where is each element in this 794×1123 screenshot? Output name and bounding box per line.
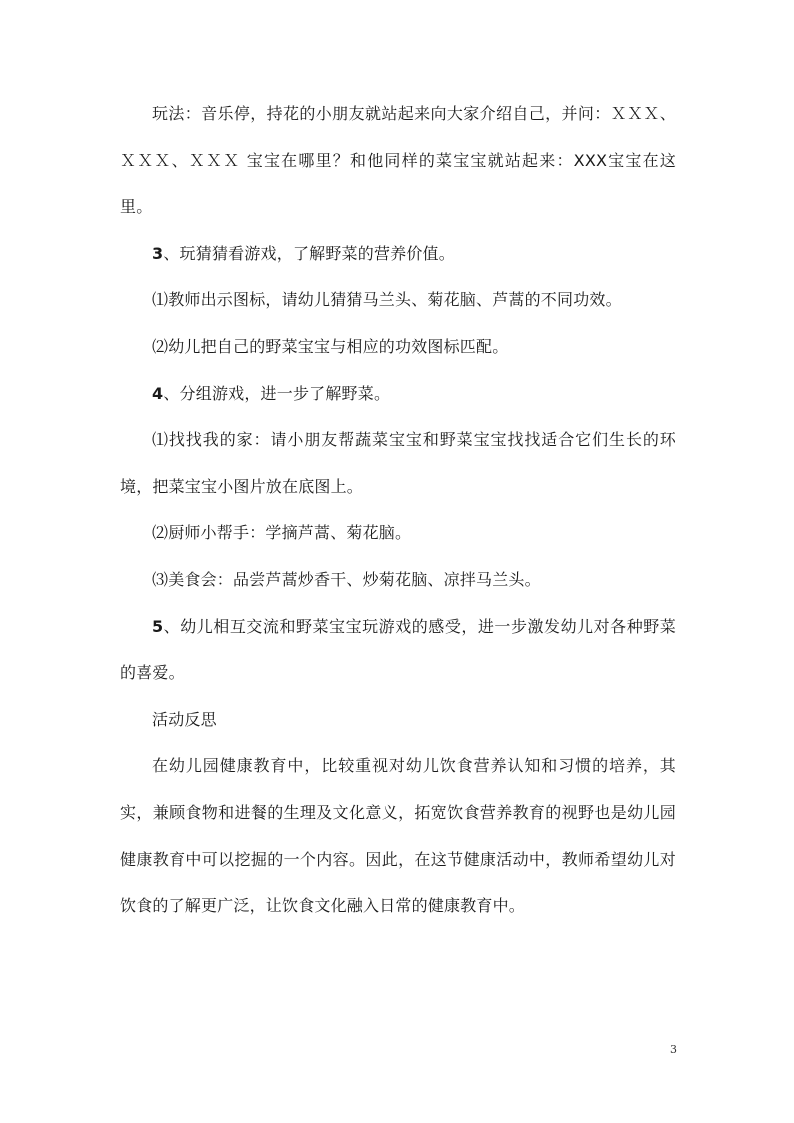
paragraph-step-3-item-2: ⑵幼儿把自己的野菜宝宝与相应的功效图标匹配。 bbox=[152, 336, 509, 356]
paragraph-step-4: 4、分组游戏，进一步了解野菜。 bbox=[152, 383, 391, 403]
step-number: 5 bbox=[152, 616, 164, 636]
body-text bbox=[120, 91, 676, 930]
paragraph-step-3-item-1: ⑴教师出示图标，请幼儿猜猜马兰头、菊花脑、芦蒿的不同功效。 bbox=[152, 290, 622, 310]
paragraph-step-4-item-3: ⑶美食会：品尝芦蒿炒香干、炒菊花脑、凉拌马兰头。 bbox=[152, 569, 541, 589]
paragraph-reflection: 在幼儿园健康教育中，比较重视对幼儿饮食营养认知和习惯的培养，其实，兼顾食物和进餐的生理及文化意义，拓宽饮食营养教育的视野也是幼儿园健康教育中可以挖掘的一个内容。因此，在这节健康活动中，教师希望幼儿对饮食的了解更广泛，让饮食文化融入日常的健康教育中。 bbox=[120, 756, 676, 916]
page-number: 3 bbox=[670, 1043, 677, 1056]
step-number: 4 bbox=[152, 383, 164, 403]
paragraph-step-5: 5、幼儿相互交流和野菜宝宝玩游戏的感受，进一步激发幼儿对各种野菜的喜爱。 bbox=[120, 616, 676, 683]
step-number: 3 bbox=[152, 243, 164, 263]
paragraph-step-4-item-1: ⑴找找我的家：请小朋友帮蔬菜宝宝和野菜宝宝找找适合它们生长的环境，把菜宝宝小图片放在底图上。 bbox=[120, 430, 676, 496]
section-heading-reflection: 活动反思 bbox=[152, 709, 217, 729]
paragraph-step-4-item-2: ⑵厨师小帮手：学摘芦蒿、菊花脑。 bbox=[152, 523, 412, 543]
paragraph-game-rules: 玩法：音乐停，持花的小朋友就站起来向大家介绍自己，并问：ＸＸＸ、ＸＸＸ、ＸＸＸ 宝宝在哪里？和他同样的菜宝宝就站起来：XXX宝宝在这里。 bbox=[120, 104, 676, 217]
paragraph-step-3: 3、玩猜猜看游戏，了解野菜的营养价值。 bbox=[152, 243, 455, 263]
